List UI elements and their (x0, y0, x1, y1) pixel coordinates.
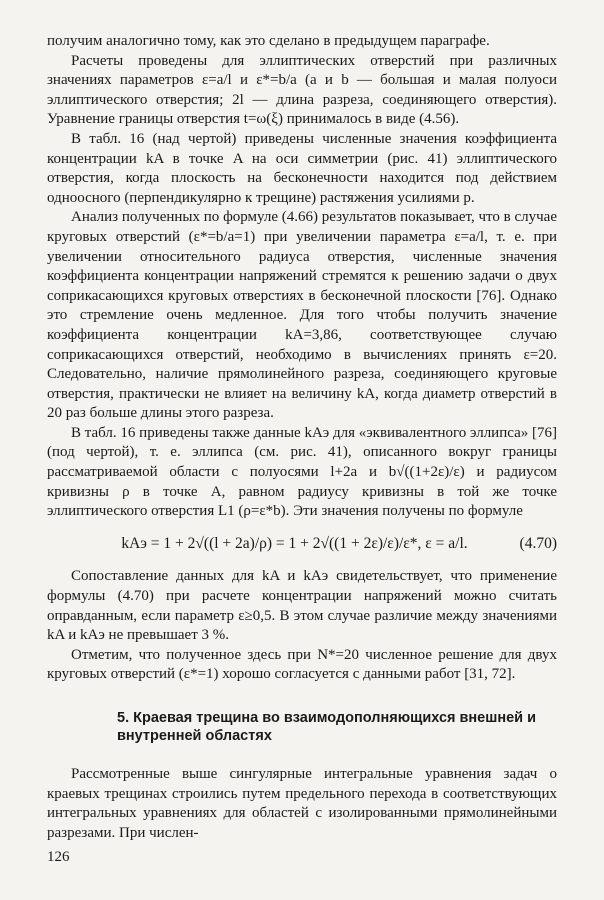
page-number: 126 (47, 849, 70, 865)
paragraph-5: В табл. 16 приведены также данные kAэ для «эквивалентного эллипса» [76] (под чертой), т. е. эллипса (см. рис. 41), описанного вокруг границы рассматриваемой области с полуосями l+2a и b√((1+2ε)/ε) и радиусом кривизны ρ в точке A, равном радиусу кривизны в той же точке эллиптического отверстия L1 (ρ=ε*b). Эти значения получены по формуле (47, 424, 557, 520)
formula-4-70 (47, 534, 557, 554)
paragraph-6: Сопоставление данных для kA и kAэ свидетельствует, что применение формулы (4.70) при расчете концентрации напряжений можно считать оправданным, если параметр ε≥0,5. В этом случае различие между значениями kA и kAэ не превышает 3 %. (47, 568, 557, 644)
page-content (47, 32, 557, 843)
paragraph-2: Расчеты проведены для эллиптических отверстий при различных значениях параметров ε=a/l и ε*=b/a (a и b — большая и малая полуоси эллиптического отверстия; 2l — длина разреза, соединяющего отверстия). Уравнение границы отверстия t=ω(ξ) принималось в виде (4.56). (47, 52, 557, 128)
paragraph-3: В табл. 16 (над чертой) приведены численные значения коэффициента концентрации kA в точке A на оси симметрии (рис. 41) эллиптического отверстия, когда плоскость на бесконечности находится под действием одноосного (перпендикулярно к трещине) растяжения усилиями p. (47, 130, 557, 206)
paragraph-7: Отметим, что полученное здесь при N*=20 численное решение для двух круговых отверстий (ε*=1) хорошо согласуется с данными работ [31, 72]. (47, 646, 557, 683)
paragraph-1: получим аналогично тому, как это сделано в предыдущем параграфе. (47, 33, 490, 49)
formula-number: (4.70) (519, 534, 557, 552)
section-heading: 5. Краевая трещина во взаимодополняющихся внешней и внутренней областях (117, 710, 537, 744)
paragraph-8: Рассмотренные выше сингулярные интегральные уравнения задач о краевых трещинах строились путем предельного перехода в соответствующих интегральных уравнениях для областей с изолированными прямолинейными разрезами. При числен- (47, 766, 557, 841)
paragraph-4: Анализ полученных по формуле (4.66) результатов показывает, что в случае круговых отверстий (ε*=b/a=1) при увеличении параметра ε=a/l, т. е. при увеличении относительного радиуса отверстия, численные значения коэффициента концентрации напряжений стремятся к решению задачи о двух соприкасающихся круговых отверстиях в бесконечной плоскости [76]. Однако это стремление очень медленное. Для того чтобы получить значение коэффициента концентрации kA=3,86, соответствующее случаю соприкасающихся отверстий, необходимо в вычислениях принять ε=20. Следовательно, наличие прямолинейного разреза, соединяющего круговые отверстия, практически не влияет на величину kA, когда диаметр отверстий в 20 раз больше длины этого разреза. (47, 209, 557, 422)
formula-body: kAэ = 1 + 2√((l + 2a)/ρ) = 1 + 2√((1 + 2ε)/ε)/ε*, ε = a/l. (121, 534, 468, 552)
